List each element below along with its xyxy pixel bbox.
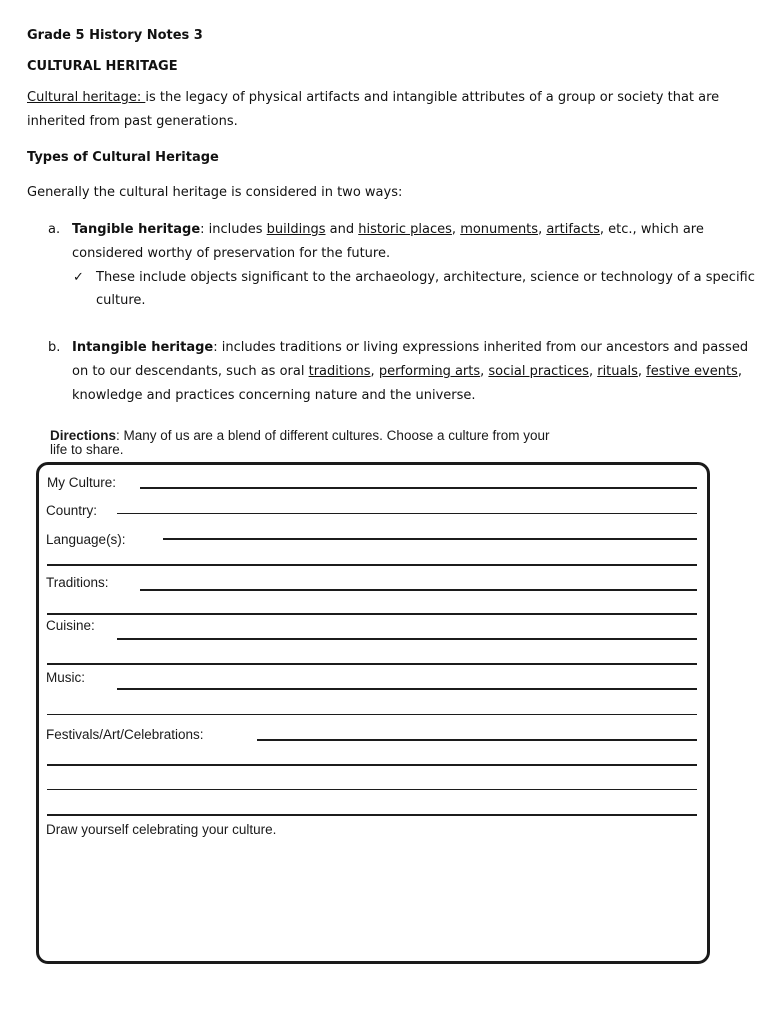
tangible-label: Tangible heritage — [72, 222, 201, 237]
types-heading: Types of Cultural Heritage — [27, 150, 219, 165]
answer-line-my-culture[interactable] — [140, 487, 697, 489]
label-my-culture: My Culture: — [47, 475, 117, 490]
term-artifacts: artifacts — [546, 222, 600, 237]
tangible-sub-line-2: culture. — [96, 293, 146, 308]
term-performing-arts: performing arts — [378, 364, 481, 379]
text-run: , — [588, 364, 598, 379]
answer-line-cuisine-2[interactable] — [47, 663, 697, 665]
text-run: : includes traditions or living expressions inherited from our ancestors and passed — [213, 340, 749, 355]
text-run: , — [370, 364, 379, 379]
intangible-line-1 — [72, 340, 748, 356]
directions-line-2: life to share. — [50, 442, 124, 457]
term-rituals: rituals — [597, 364, 638, 379]
text-run: , — [637, 364, 647, 379]
answer-line-festivals[interactable] — [257, 739, 697, 741]
list-letter-b: b. — [48, 340, 61, 355]
answer-line-music-2[interactable] — [47, 714, 697, 715]
label-languages: Language(s): — [46, 532, 126, 547]
document-title: Grade 5 History Notes 3 — [27, 28, 203, 43]
text-run: on to our descendants, such as oral — [72, 364, 309, 379]
answer-line-country[interactable] — [117, 513, 697, 514]
section-heading: CULTURAL HERITAGE — [27, 59, 178, 74]
label-music: Music: — [46, 670, 86, 685]
tangible-sub-line-1: These include objects significant to the archaeology, architecture, science or technology of a specific — [96, 270, 755, 285]
intangible-label: Intangible heritage — [72, 340, 214, 355]
text-run: and — [325, 222, 359, 237]
term-traditions: traditions — [308, 364, 371, 379]
drawing-area[interactable] — [46, 842, 700, 954]
label-country: Country: — [46, 503, 98, 518]
intangible-line-2 — [72, 364, 742, 380]
label-festivals: Festivals/Art/Celebrations: — [46, 727, 204, 742]
term-historic-places: historic places — [358, 222, 452, 237]
text-run: , — [480, 364, 489, 379]
term-festive-events: festive events — [646, 364, 738, 379]
answer-line-festivals-4[interactable] — [47, 814, 697, 816]
text-run: , etc., which are — [599, 222, 704, 237]
definition-line-1 — [27, 90, 719, 106]
directions-line-1 — [50, 428, 550, 443]
list-letter-a: a. — [48, 222, 61, 237]
intangible-line-3: knowledge and practices concerning nature and the universe. — [72, 388, 476, 403]
answer-line-traditions[interactable] — [140, 589, 697, 591]
checkmark-icon: ✓ — [73, 270, 84, 285]
answer-line-languages-2[interactable] — [47, 564, 697, 566]
directions-text: : Many of us are a blend of different cultures. Choose a culture from your — [116, 428, 550, 443]
tangible-line-1 — [72, 222, 704, 238]
term-social-practices: social practices — [488, 364, 589, 379]
answer-line-festivals-2[interactable] — [47, 764, 697, 766]
intro-text: Generally the cultural heritage is considered in two ways: — [27, 185, 403, 200]
term-monuments: monuments — [460, 222, 539, 237]
definition-line-2: inherited from past generations. — [27, 114, 238, 129]
tangible-line-2: considered worthy of preservation for the future. — [72, 246, 391, 261]
answer-line-traditions-2[interactable] — [47, 613, 697, 615]
definition-term: Cultural heritage: — [27, 90, 146, 105]
answer-line-festivals-3[interactable] — [47, 789, 697, 790]
label-cuisine: Cuisine: — [46, 618, 95, 633]
answer-line-languages[interactable] — [163, 538, 697, 540]
label-traditions: Traditions: — [46, 575, 109, 590]
answer-line-music[interactable] — [117, 688, 697, 690]
term-buildings: buildings — [266, 222, 326, 237]
text-run: , — [538, 222, 547, 237]
directions-label: Directions — [50, 428, 117, 443]
text-run: , — [737, 364, 742, 379]
draw-prompt: Draw yourself celebrating your culture. — [46, 822, 277, 837]
answer-line-cuisine[interactable] — [117, 638, 697, 640]
text-run: , — [451, 222, 461, 237]
text-run: : includes — [200, 222, 267, 237]
definition-text: is the legacy of physical artifacts and intangible attributes of a group or society that are — [145, 90, 720, 105]
